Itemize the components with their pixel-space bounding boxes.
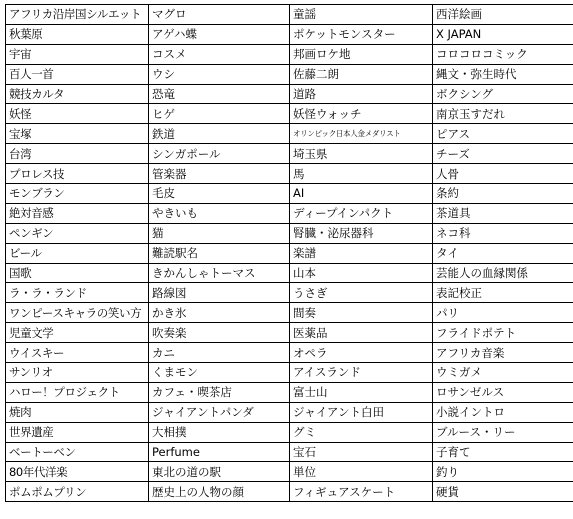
table-cell: 猫 — [149, 223, 290, 243]
table-cell: ピアス — [433, 124, 573, 144]
table-cell: 世界遺産 — [6, 422, 149, 442]
table-row — [6, 422, 573, 442]
table-cell: 秋葉原 — [6, 24, 149, 44]
table-row — [6, 323, 573, 343]
table-cell: ブルース・リー — [433, 422, 573, 442]
table-row — [6, 283, 573, 303]
table-row — [6, 223, 573, 243]
table-cell: 恐竜 — [149, 84, 290, 104]
table-cell: シンガポール — [149, 144, 290, 164]
table-cell: ジャイアント白田 — [290, 402, 433, 422]
table-cell: 妖怪 — [6, 104, 149, 124]
table-cell: 単位 — [290, 462, 433, 482]
table-cell: ハロー！プロジェクト — [6, 382, 149, 402]
table-cell: ベートーベン — [6, 442, 149, 462]
table-row — [6, 303, 573, 323]
table-row — [6, 482, 573, 502]
table-cell: 吹奏楽 — [149, 323, 290, 343]
table-cell: 埼玉県 — [290, 144, 433, 164]
table-cell: オリンピック日本人金メダリスト — [290, 124, 433, 144]
table-cell: 条約 — [433, 184, 573, 204]
table-cell: 童謡 — [290, 5, 433, 25]
table-cell: アフリカ沿岸国シルエット — [6, 5, 149, 25]
table-cell: 鉄道 — [149, 124, 290, 144]
table-cell: チーズ — [433, 144, 573, 164]
table-cell: AI — [290, 184, 433, 204]
table-cell: 馬 — [290, 164, 433, 184]
table-cell: マグロ — [149, 5, 290, 25]
table-cell: ウイスキー — [6, 343, 149, 363]
table-cell: タイ — [433, 243, 573, 263]
table-cell: 茶道具 — [433, 203, 573, 223]
table-row — [6, 462, 573, 482]
table-cell: うさぎ — [290, 283, 433, 303]
table-cell: やきいも — [149, 203, 290, 223]
table-cell: 道路 — [290, 84, 433, 104]
table-cell: 80年代洋楽 — [6, 462, 149, 482]
table-cell: 表記校正 — [433, 283, 573, 303]
table-cell: 競技カルタ — [6, 84, 149, 104]
table-row — [6, 64, 573, 84]
table-cell: かき氷 — [149, 303, 290, 323]
table-row — [6, 24, 573, 44]
table-cell: 国歌 — [6, 263, 149, 283]
table-cell: カニ — [149, 343, 290, 363]
table-cell: 宇宙 — [6, 44, 149, 64]
table-cell: カフェ・喫茶店 — [149, 382, 290, 402]
table-row — [6, 442, 573, 462]
table-cell: 富士山 — [290, 382, 433, 402]
table-cell: くまモン — [149, 363, 290, 383]
table-row — [6, 164, 573, 184]
table-cell: きかんしゃトーマス — [149, 263, 290, 283]
table-cell: 歴史上の人物の顔 — [149, 482, 290, 502]
table-cell: 人骨 — [433, 164, 573, 184]
table-cell: 邦画ロケ地 — [290, 44, 433, 64]
table-row — [6, 184, 573, 204]
table-cell: 焼肉 — [6, 402, 149, 422]
table-cell: X JAPAN — [433, 24, 573, 44]
table-cell: モンブラン — [6, 184, 149, 204]
table-cell: 宝塚 — [6, 124, 149, 144]
table-cell: ロサンゼルス — [433, 382, 573, 402]
table-cell: 管楽器 — [149, 164, 290, 184]
table-row — [6, 84, 573, 104]
table-row — [6, 382, 573, 402]
table-cell: 台湾 — [6, 144, 149, 164]
table-cell: 芸能人の血縁関係 — [433, 263, 573, 283]
topic-table-body — [6, 5, 573, 502]
table-cell: 釣り — [433, 462, 573, 482]
table-cell: ボクシング — [433, 84, 573, 104]
table-cell: 子育て — [433, 442, 573, 462]
table-cell: 縄文・弥生時代 — [433, 64, 573, 84]
table-cell: グミ — [290, 422, 433, 442]
table-row — [6, 44, 573, 64]
table-cell: 児童文学 — [6, 323, 149, 343]
table-row — [6, 144, 573, 164]
table-cell: 毛皮 — [149, 184, 290, 204]
table-row — [6, 243, 573, 263]
table-cell: ヒゲ — [149, 104, 290, 124]
table-cell: 東北の道の駅 — [149, 462, 290, 482]
table-cell: ネコ科 — [433, 223, 573, 243]
table-cell: アイスランド — [290, 363, 433, 383]
table-cell: プロレス技 — [6, 164, 149, 184]
table-cell: 妖怪ウォッチ — [290, 104, 433, 124]
table-cell: 医薬品 — [290, 323, 433, 343]
table-cell: 大相撲 — [149, 422, 290, 442]
table-cell: ビール — [6, 243, 149, 263]
topic-table — [5, 4, 573, 502]
table-row — [6, 5, 573, 25]
table-cell: 南京玉すだれ — [433, 104, 573, 124]
table-cell: コスメ — [149, 44, 290, 64]
table-cell: 難読駅名 — [149, 243, 290, 263]
table-row — [6, 402, 573, 422]
table-cell: 西洋絵画 — [433, 5, 573, 25]
table-cell: ポケットモンスター — [290, 24, 433, 44]
table-cell: ペンギン — [6, 223, 149, 243]
table-cell: ジャイアントパンダ — [149, 402, 290, 422]
table-cell: ポムポムプリン — [6, 482, 149, 502]
table-cell: ラ・ラ・ランド — [6, 283, 149, 303]
table-cell: 路線図 — [149, 283, 290, 303]
table-cell: フライドポテト — [433, 323, 573, 343]
table-cell: アゲハ蝶 — [149, 24, 290, 44]
table-cell: コロコロコミック — [433, 44, 573, 64]
table-cell: ワンピースキャラの笑い方 — [6, 303, 149, 323]
table-cell: フィギュアスケート — [290, 482, 433, 502]
table-cell: 絶対音感 — [6, 203, 149, 223]
table-row — [6, 104, 573, 124]
table-cell: アフリカ音楽 — [433, 343, 573, 363]
table-cell: 小説イントロ — [433, 402, 573, 422]
table-row — [6, 363, 573, 383]
table-row — [6, 203, 573, 223]
table-cell: オペラ — [290, 343, 433, 363]
table-cell: 腎臓・泌尿器科 — [290, 223, 433, 243]
table-cell: 佐藤二朗 — [290, 64, 433, 84]
table-cell: 山本 — [290, 263, 433, 283]
table-cell: ウシ — [149, 64, 290, 84]
table-cell: 百人一首 — [6, 64, 149, 84]
table-cell: サンリオ — [6, 363, 149, 383]
table-row — [6, 263, 573, 283]
table-cell: パリ — [433, 303, 573, 323]
table-row — [6, 124, 573, 144]
table-cell: ウミガメ — [433, 363, 573, 383]
table-cell: 楽譜 — [290, 243, 433, 263]
table-cell: 宝石 — [290, 442, 433, 462]
table-cell: ディープインパクト — [290, 203, 433, 223]
table-cell: 硬貨 — [433, 482, 573, 502]
table-cell: Perfume — [149, 442, 290, 462]
table-row — [6, 343, 573, 363]
table-cell: 間奏 — [290, 303, 433, 323]
